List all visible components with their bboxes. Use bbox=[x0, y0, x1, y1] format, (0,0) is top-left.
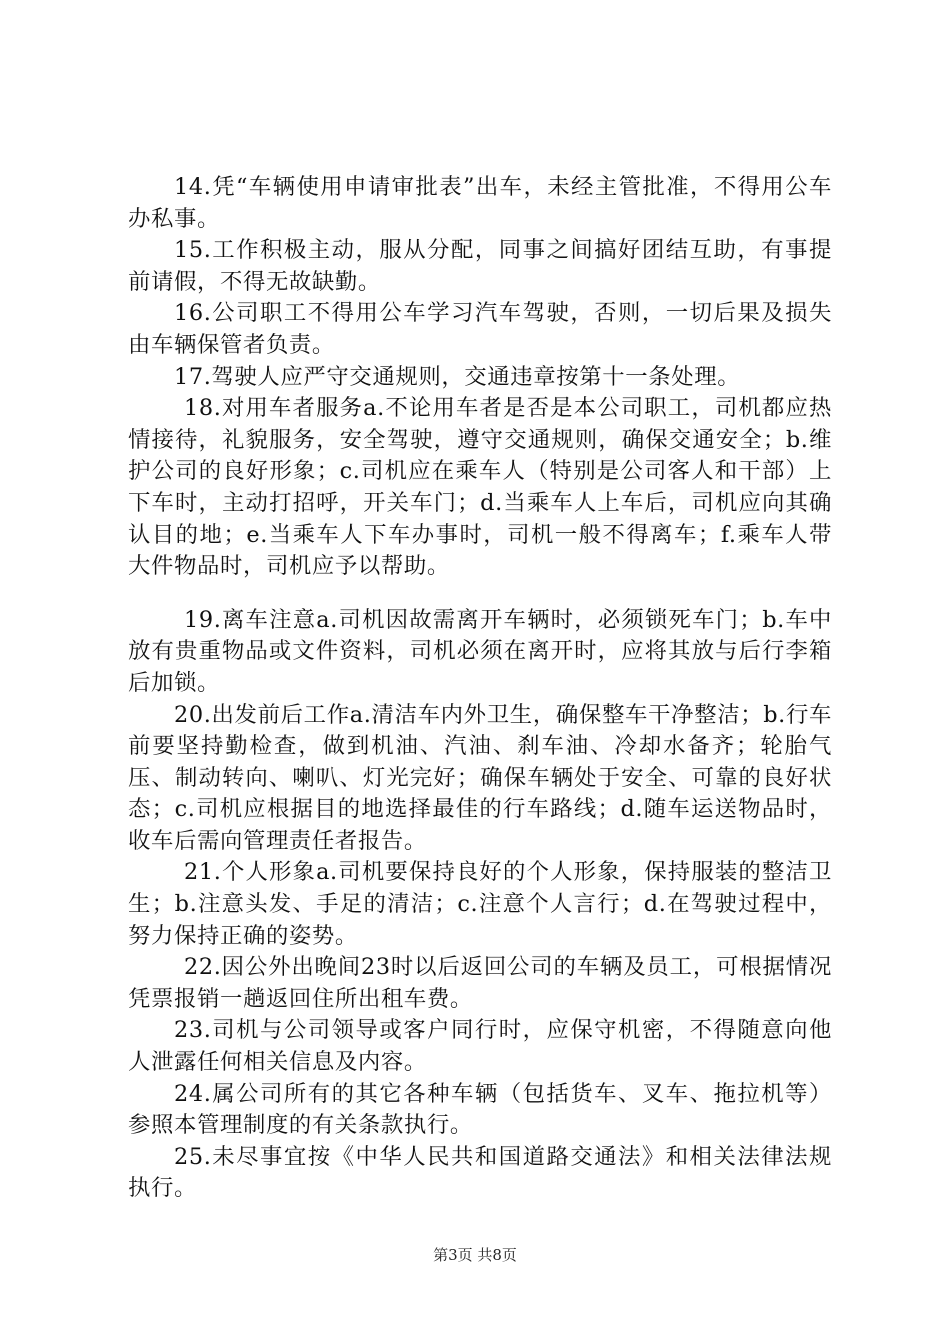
paragraph-20: 20.出发前后工作a.清洁车内外卫生，确保整车干净整洁；b.行车前要坚持勤检查，做到机油、汽油、刹车油、冷却水备齐；轮胎气压、制动转向、喇叭、灯光完好；确保车辆处于安全、可靠的良好状态；c.司机应根据目的地选择最佳的行车路线；d.随车运送物品时，收车后需向管理责任者报告。 bbox=[128, 701, 832, 854]
paragraph-25: 25.未尽事宜按《中华人民共和国道路交通法》和相关法律法规执行。 bbox=[128, 1143, 832, 1202]
paragraph-16: 16.公司职工不得用公车学习汽车驾驶，否则，一切后果及损失由车辆保管者负责。 bbox=[128, 300, 832, 358]
paragraph-19: 19.离车注意a.司机因故需离开车辆时，必须锁死车门；b.车中放有贵重物品或文件资料，司机必须在离开时，应将其放与后行李箱后加锁。 bbox=[128, 606, 832, 696]
paragraph-23: 23.司机与公司领导或客户同行时，应保守机密，不得随意向他人泄露任何相关信息及内容。 bbox=[128, 1017, 832, 1076]
paragraph-24: 24.属公司所有的其它各种车辆（包括货车、叉车、拖拉机等）参照本管理制度的有关条款执行。 bbox=[128, 1080, 832, 1139]
paragraph-22: 22.因公外出晚间23时以后返回公司的车辆及员工，可根据情况凭票报销一趟返回住所出租车费。 bbox=[128, 954, 832, 1012]
paragraph-15: 15.工作积极主动，服从分配，同事之间搞好团结互助，有事提前请假，不得无故缺勤。 bbox=[128, 237, 832, 295]
paragraph-18: 18.对用车者服务a.不论用车者是否是本公司职工，司机都应热情接待，礼貌服务，安全驾驶，遵守交通规则，确保交通安全；b.维护公司的良好形象；c.司机应在乘车人（特别是公司客人和干部）上下车时，主动打招呼，开关车门；d.当乘车人上车后，司机应向其确认目的地；e.当乘车人下车办事时，司机一般不得离车；f.乘车人带大件物品时，司机应予以帮助。 bbox=[128, 395, 832, 580]
paragraph-14: 14.凭“车辆使用申请审批表”出车，未经主管批准，不得用公车办私事。 bbox=[128, 174, 832, 232]
paragraph-21: 21.个人形象a.司机要保持良好的个人形象，保持服装的整洁卫生；b.注意头发、手足的清洁；c.注意个人言行；d.在驾驶过程中，努力保持正确的姿势。 bbox=[128, 859, 832, 949]
page-footer: 第3页 共8页 bbox=[433, 1246, 517, 1264]
document-body bbox=[128, 172, 832, 1205]
paragraph-17: 17.驾驶人应严守交通规则，交通违章按第十一条处理。 bbox=[174, 363, 741, 390]
